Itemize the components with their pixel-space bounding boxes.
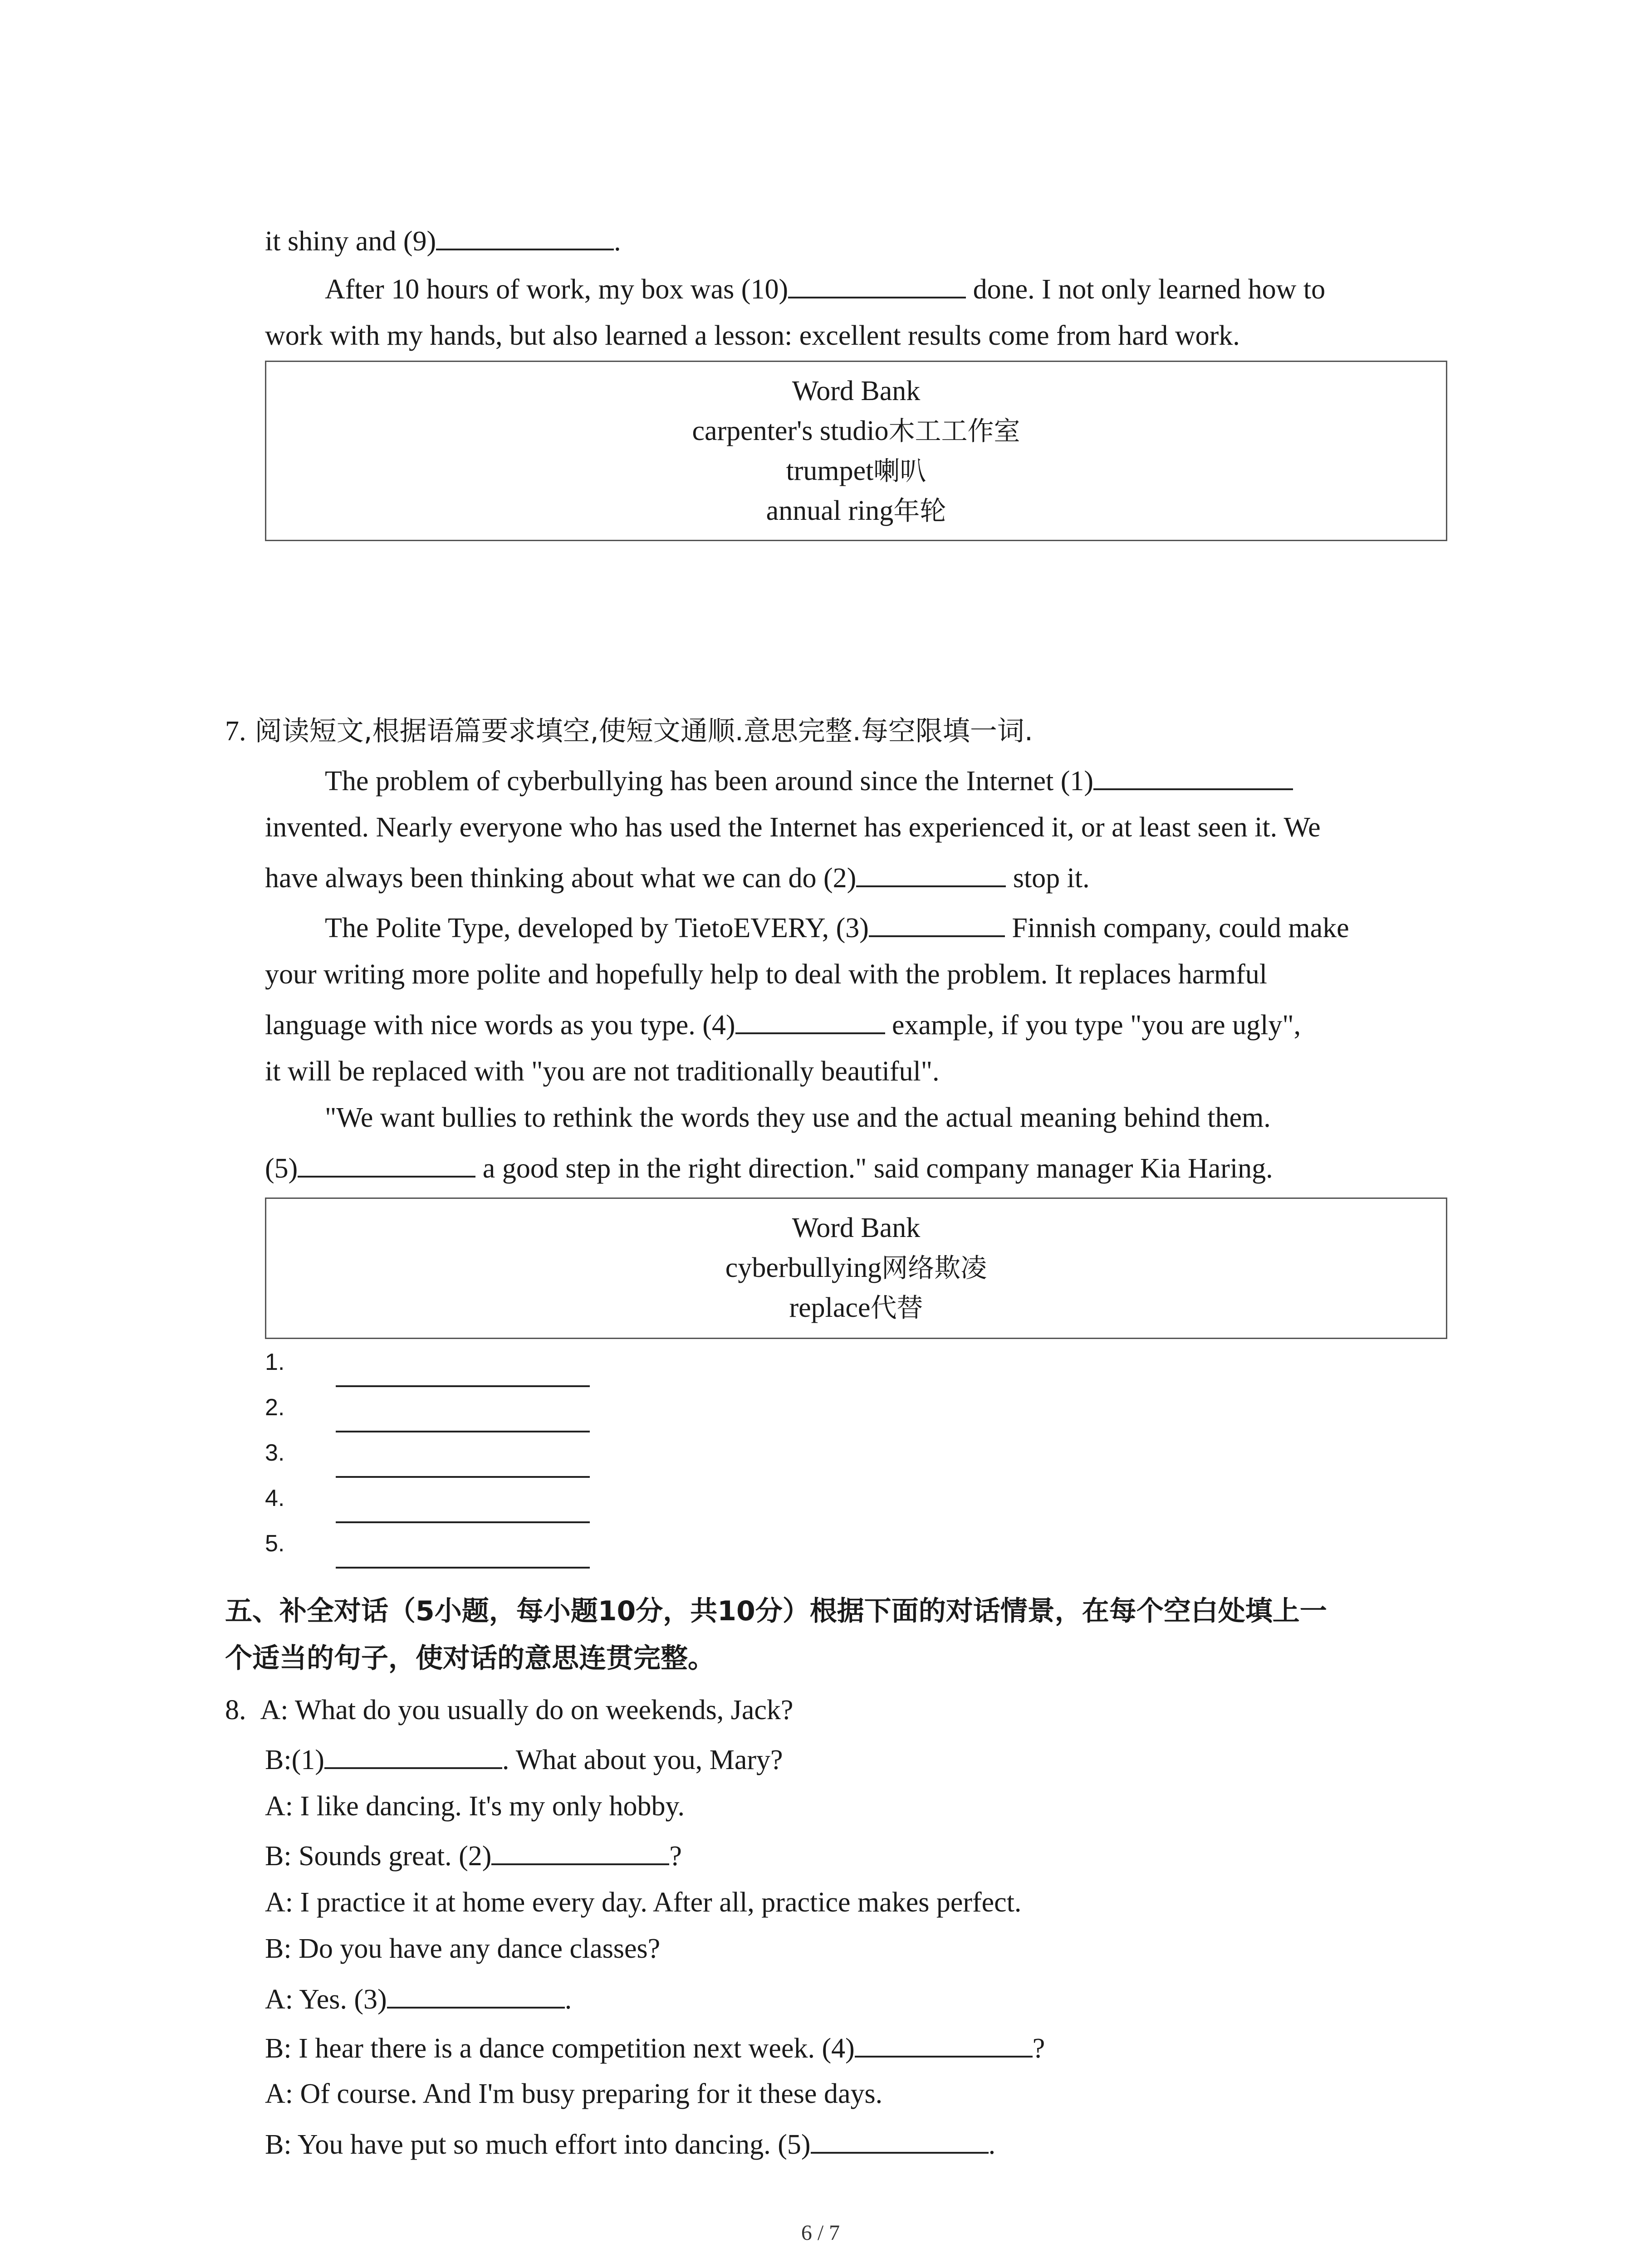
section-5-heading-line2: 个适当的句子，使对话的意思连贯完整。 <box>225 1642 715 1674</box>
text: language with nice words as you type. (4) <box>265 1010 735 1041</box>
text: B:(1) <box>265 1745 324 1775</box>
q7-line3 <box>265 859 1090 896</box>
question-number: 7. <box>225 716 246 747</box>
question-7-instruction <box>225 713 1033 749</box>
text: B: You have put so much effort into dancing. (5) <box>265 2129 811 2160</box>
section-5-heading-line1: 五、补全对话（5小题，每小题10分，共10分）根据下面的对话情景，在每个空白处填上一 <box>225 1595 1327 1627</box>
passage6-line3: work with my hands, but also learned a lesson: excellent results come from hard work. <box>265 320 1240 351</box>
text: ? <box>669 1841 682 1872</box>
q8-line9: A: Of course. And I'm busy preparing for it these days. <box>265 2078 883 2109</box>
blank-1[interactable] <box>1093 762 1293 790</box>
word-bank-title: Word Bank <box>792 1212 921 1243</box>
q8-line8 <box>265 2029 1045 2067</box>
word-bank-item <box>266 411 1446 451</box>
q8-line6: B: Do you have any dance classes? <box>265 1933 661 1964</box>
q8-line3: A: I like dancing. It's my only hobby. <box>265 1791 685 1822</box>
dialogue-blank-5[interactable] <box>811 2126 989 2154</box>
text: The problem of cyberbullying has been around since the Internet (1) <box>325 766 1094 797</box>
text: it shiny and (9) <box>265 226 436 257</box>
q7-line4 <box>325 909 1349 946</box>
answer-number-4: 4. <box>265 1485 285 1511</box>
dialogue-blank-1[interactable] <box>324 1741 502 1769</box>
q8-line4 <box>265 1837 682 1874</box>
answer-number-5: 5. <box>265 1530 285 1557</box>
blank-5[interactable] <box>298 1149 475 1178</box>
page-number: 6 / 7 <box>801 2221 840 2245</box>
answer-number-2: 2. <box>265 1394 285 1421</box>
word-bank-item <box>266 491 1446 531</box>
passage6-line1 <box>265 222 621 259</box>
text: A: What do you usually do on weekends, Jack? <box>260 1695 794 1725</box>
text: 代替 <box>870 1292 923 1323</box>
text: have always been thinking about what we can do (2) <box>265 863 857 894</box>
text: annual ring <box>766 495 894 526</box>
answer-line-1[interactable] <box>336 1385 590 1387</box>
blank-10[interactable] <box>788 270 966 298</box>
text: 年轮 <box>893 495 946 526</box>
q7-line9 <box>265 1149 1273 1187</box>
text: done. I not only learned how to <box>966 274 1326 305</box>
passage6-line2 <box>325 270 1325 308</box>
answer-line-4[interactable] <box>336 1521 590 1523</box>
blank-9[interactable] <box>436 222 614 250</box>
text: 喇叭 <box>873 455 926 486</box>
word-bank-item <box>266 1248 1446 1288</box>
q7-line2: invented. Nearly everyone who has used the Internet has experienced it, or at least seen it. We <box>265 812 1321 843</box>
q8-line1 <box>225 1692 793 1728</box>
word-bank-7 <box>265 1198 1447 1339</box>
text: B: I hear there is a dance competition next week. (4) <box>265 2033 855 2064</box>
text: (5) <box>265 1153 298 1184</box>
blank-2[interactable] <box>856 859 1006 887</box>
answer-line-2[interactable] <box>336 1431 590 1432</box>
dialogue-blank-4[interactable] <box>855 2029 1033 2058</box>
text: example, if you type "you are ugly", <box>885 1010 1301 1041</box>
dialogue-blank-3[interactable] <box>387 1980 565 2009</box>
text: After 10 hours of work, my box was (10) <box>325 274 789 305</box>
q8-line10 <box>265 2126 995 2163</box>
q7-line5: your writing more polite and hopefully help to deal with the problem. It replaces harmful <box>265 959 1267 990</box>
text: . What about you, Mary? <box>502 1745 783 1775</box>
text: cyberbullying <box>725 1252 882 1283</box>
text: . <box>614 226 621 257</box>
text: B: Sounds great. (2) <box>265 1841 492 1872</box>
blank-3[interactable] <box>869 909 1005 937</box>
text: stop it. <box>1006 863 1090 894</box>
text: 木工工作室 <box>888 415 1020 446</box>
word-bank-item <box>266 451 1446 491</box>
answer-line-5[interactable] <box>336 1567 590 1569</box>
answer-number-1: 1. <box>265 1349 285 1375</box>
text: 网络欺凌 <box>882 1252 987 1283</box>
text: trumpet <box>786 455 874 486</box>
word-bank-item <box>266 1288 1446 1328</box>
q7-line6 <box>265 1006 1301 1043</box>
q7-line7: it will be replaced with "you are not traditionally beautiful". <box>265 1056 940 1087</box>
text: a good step in the right direction." said company manager Kia Haring. <box>475 1153 1273 1184</box>
text: carpenter's studio <box>692 415 889 446</box>
instruction-text: 阅读短文,根据语篇要求填空,使短文通顺.意思完整.每空限填一词. <box>255 715 1033 747</box>
text: The Polite Type, developed by TietoEVERY, (3) <box>325 913 869 943</box>
q8-line5: A: I practice it at home every day. After all, practice makes perfect. <box>265 1887 1022 1918</box>
q8-line7 <box>265 1980 572 2018</box>
q7-line8: "We want bullies to rethink the words they use and the actual meaning behind them. <box>325 1102 1271 1133</box>
question-number: 8. <box>225 1695 246 1725</box>
text: Finnish company, could make <box>1004 913 1349 943</box>
text: replace <box>789 1292 871 1323</box>
text: . <box>988 2129 996 2160</box>
text: . <box>564 1984 572 2015</box>
word-bank-6 <box>265 361 1447 541</box>
q7-line1 <box>325 762 1293 799</box>
text: A: Yes. (3) <box>265 1984 387 2015</box>
dialogue-blank-2[interactable] <box>491 1837 669 1865</box>
word-bank-title: Word Bank <box>792 376 921 406</box>
blank-4[interactable] <box>735 1006 885 1034</box>
answer-line-3[interactable] <box>336 1476 590 1478</box>
text: ? <box>1032 2033 1045 2064</box>
answer-number-3: 3. <box>265 1440 285 1466</box>
q8-line2 <box>265 1741 783 1778</box>
